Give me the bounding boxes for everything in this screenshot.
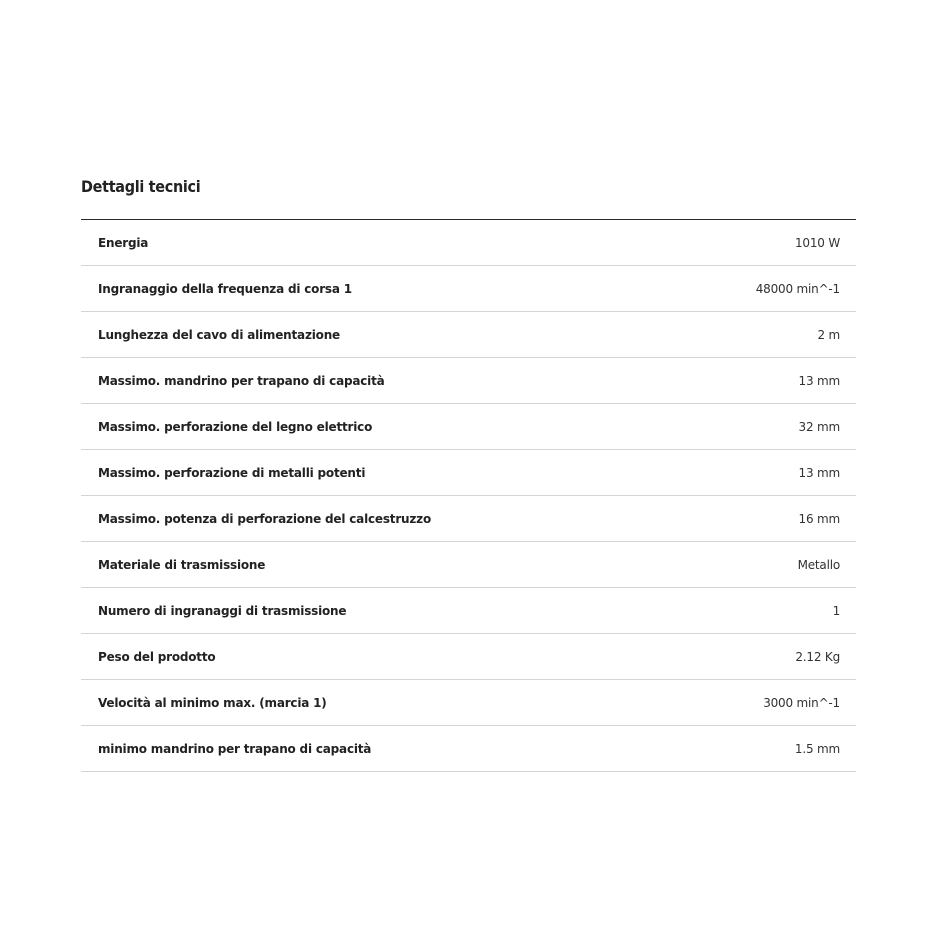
spec-value: 32 mm: [798, 419, 840, 434]
spec-label: Massimo. mandrino per trapano di capacità: [98, 373, 385, 388]
spec-row: [81, 542, 856, 588]
spec-label: Velocità al minimo max. (marcia 1): [98, 695, 327, 710]
spec-value: 1010 W: [794, 235, 840, 250]
spec-row: [81, 496, 856, 542]
spec-value: Metallo: [797, 557, 840, 572]
spec-label: Lunghezza del cavo di alimentazione: [98, 327, 340, 342]
spec-label: Materiale di trasmissione: [98, 557, 266, 572]
spec-row: [81, 588, 856, 634]
spec-value: 13 mm: [798, 373, 840, 388]
spec-value: 13 mm: [798, 465, 840, 480]
spec-row: [81, 220, 856, 266]
spec-row: [81, 404, 856, 450]
spec-row: [81, 312, 856, 358]
spec-label: Peso del prodotto: [98, 649, 216, 664]
spec-label: Energia: [98, 235, 149, 250]
spec-row: [81, 266, 856, 312]
spec-value: 1.5 mm: [794, 741, 840, 756]
spec-label: Ingranaggio della frequenza di corsa 1: [98, 281, 352, 296]
spec-value: 16 mm: [798, 511, 840, 526]
spec-label: minimo mandrino per trapano di capacità: [98, 741, 372, 756]
spec-value: 2.12 Kg: [795, 649, 840, 664]
section-title: Dettagli tecnici: [81, 177, 201, 196]
spec-label: Massimo. potenza di perforazione del calcestruzzo: [98, 511, 431, 526]
spec-value: 48000 min^-1: [755, 281, 840, 296]
spec-label: Massimo. perforazione del legno elettrico: [98, 419, 373, 434]
spec-label: Massimo. perforazione di metalli potenti: [98, 465, 366, 480]
spec-label: Numero di ingranaggi di trasmissione: [98, 603, 347, 618]
spec-row: [81, 358, 856, 404]
spec-row: [81, 450, 856, 496]
spec-row: [81, 726, 856, 772]
spec-row: [81, 680, 856, 726]
spec-row: [81, 634, 856, 680]
technical-details-section: [81, 170, 856, 772]
spec-value: 3000 min^-1: [763, 695, 840, 710]
spec-value: 1: [832, 603, 840, 618]
specs-table: [81, 219, 856, 772]
spec-value: 2 m: [817, 327, 840, 342]
